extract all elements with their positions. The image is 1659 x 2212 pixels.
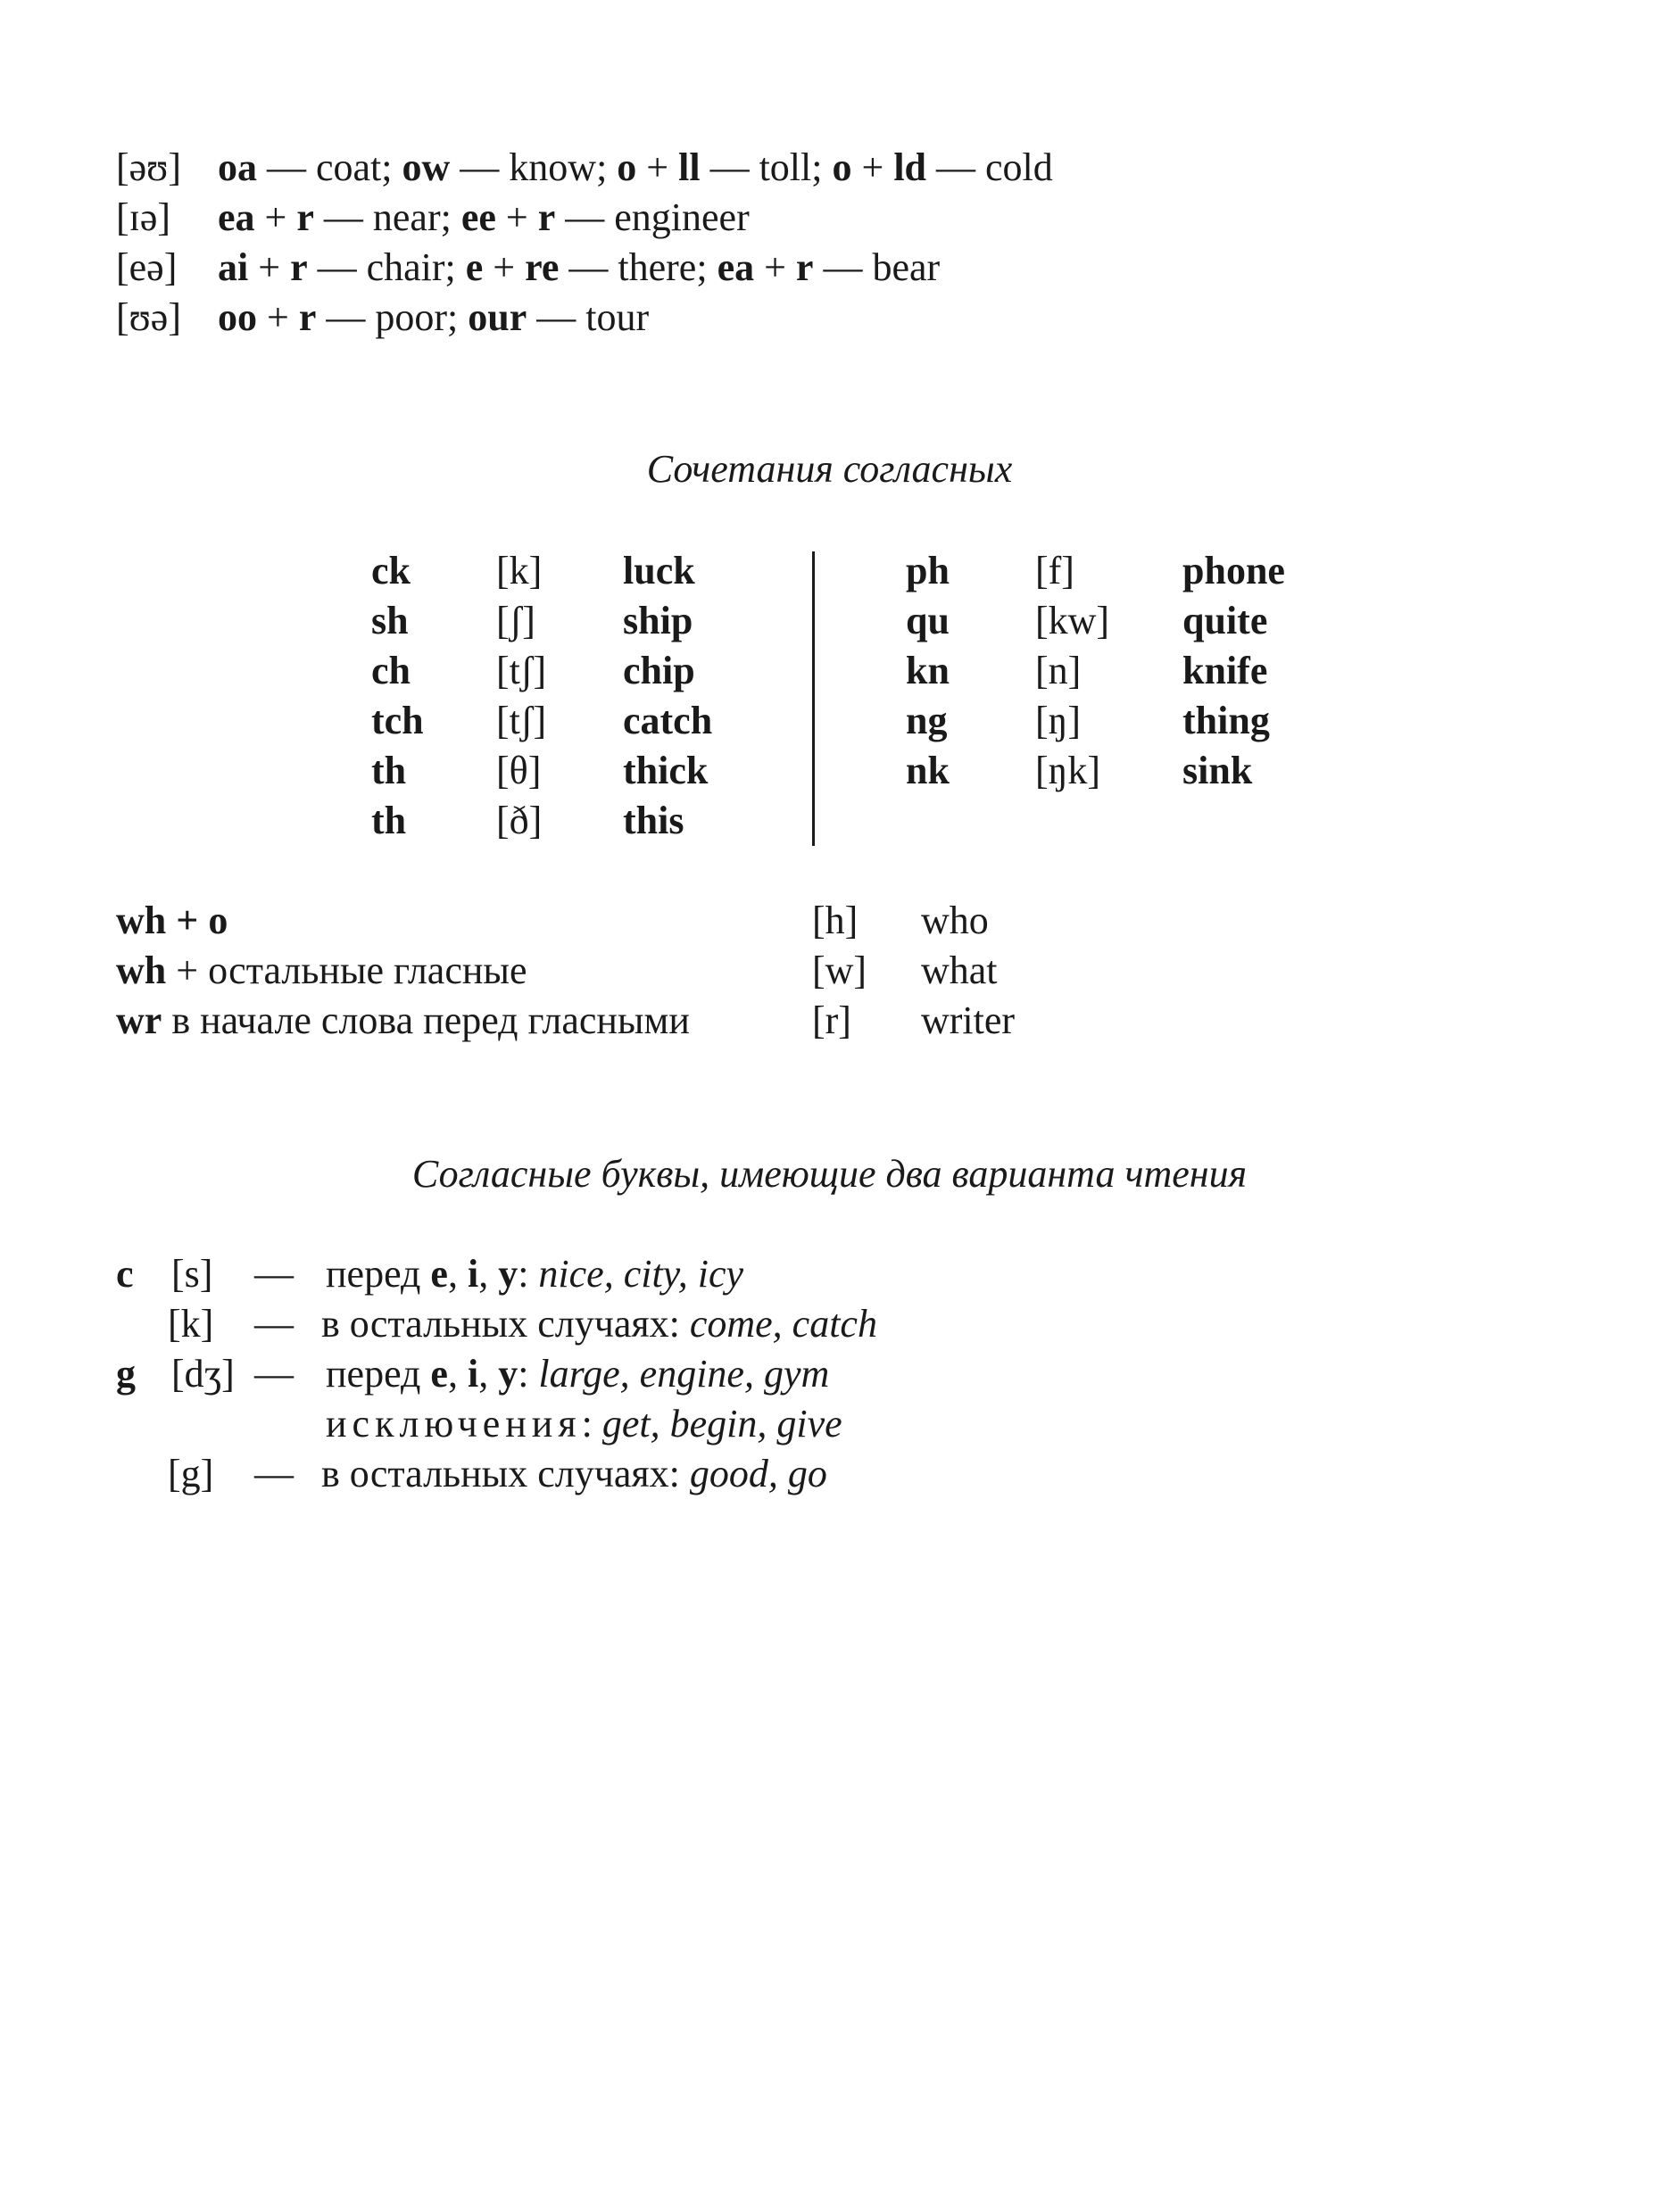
g-soft-text: перед	[326, 1352, 431, 1396]
wh-rule-example: writer	[921, 998, 1016, 1042]
g-hard-rule	[321, 1449, 827, 1499]
diphthong-ipa: [ɪə]	[116, 195, 171, 239]
consonant-example-word: phone	[1182, 549, 1285, 592]
wh-rule-example: what	[921, 949, 998, 992]
consonant-example-word: ship	[623, 599, 693, 642]
c-hard-rule	[321, 1299, 877, 1349]
consonant-ipa: [ʃ]	[496, 599, 535, 642]
c-soft-text: перед	[326, 1252, 431, 1296]
letter-c: c	[116, 1252, 134, 1296]
g-hard-ipa: [g]	[168, 1452, 214, 1495]
diphthong-rule-part: ee	[460, 195, 496, 239]
diphthong-rule-part: +	[257, 295, 299, 339]
consonant-combo: ph	[906, 549, 950, 592]
consonant-combo: qu	[906, 599, 950, 642]
consonant-ipa: [ŋ]	[1035, 699, 1082, 742]
diphthong-rule-part: ll	[678, 145, 701, 189]
two-readings-heading: Согласные буквы, имеющие два варианта чтения	[411, 1152, 1248, 1196]
diphthong-rule-part: — cold	[926, 145, 1053, 189]
diphthong-rule-part: o	[832, 145, 852, 189]
table-divider	[812, 551, 815, 846]
wh-rule-condition: + o	[166, 899, 228, 942]
c-hard-examples: come, catch	[689, 1302, 877, 1346]
diphthong-rule	[218, 293, 649, 343]
diphthong-rule-part: — engineer	[555, 195, 750, 239]
diphthong-rule-part: o	[617, 145, 637, 189]
consonant-combo: ck	[371, 549, 411, 592]
wh-rule	[116, 996, 690, 1046]
consonant-example-word: thick	[623, 749, 709, 792]
consonant-ipa: [θ]	[496, 749, 542, 792]
consonant-example-word: knife	[1182, 649, 1268, 692]
consonant-combo: tch	[371, 699, 424, 742]
consonant-example-word: luck	[623, 549, 695, 592]
diphthong-rule-part: — poor;	[316, 295, 469, 339]
consonant-ipa: [tʃ]	[496, 699, 547, 742]
wh-rule-ipa: [h]	[812, 899, 859, 942]
consonant-combo: th	[371, 799, 407, 842]
diphthong-rule-part: +	[495, 195, 538, 239]
consonant-ipa: [n]	[1035, 649, 1082, 692]
diphthong-rule-part: ea	[218, 195, 255, 239]
diphthong-ipa: [ʊə]	[116, 295, 181, 339]
consonant-combinations-heading: Сочетания согласных	[646, 447, 1013, 491]
g-soft-examples: large, engine, gym	[538, 1352, 830, 1396]
diphthong-rule-part: +	[254, 195, 297, 239]
diphthong-rule	[218, 143, 1053, 193]
diphthong-rule-part: r	[298, 295, 317, 339]
g-soft-letter-y: y	[498, 1352, 518, 1396]
wh-rule-ipa: [w]	[812, 949, 867, 992]
g-hard-examples: good, go	[689, 1452, 827, 1495]
diphthong-rule-part: ld	[893, 145, 927, 189]
diphthong-rule-part: — toll;	[700, 145, 833, 189]
diphthong-rule-part: — chair;	[307, 245, 466, 289]
wh-rule-example: who	[921, 899, 989, 942]
consonant-combo: nk	[906, 749, 950, 792]
c-soft-letter-y: y	[498, 1252, 518, 1296]
wh-rule-condition: в начале слова перед гласными	[162, 998, 690, 1042]
consonant-ipa: [ð]	[496, 799, 543, 842]
g-exceptions: исключения: get, begin, give	[326, 1402, 842, 1446]
diphthong-rule-part: +	[754, 245, 796, 289]
diphthong-rule-part: ea	[717, 245, 755, 289]
consonant-combo: sh	[371, 599, 409, 642]
g-soft-letter-i: i	[467, 1352, 479, 1396]
consonant-example-word: catch	[623, 699, 713, 742]
consonant-ipa: [ŋk]	[1035, 749, 1101, 792]
diphthong-rule-part: r	[537, 195, 556, 239]
g-soft-dash: —	[254, 1352, 294, 1396]
diphthong-rule	[218, 193, 750, 243]
consonant-example-word: sink	[1182, 749, 1253, 792]
consonant-combo: th	[371, 749, 407, 792]
c-hard-text: в остальных случаях:	[321, 1302, 690, 1346]
diphthong-rule-part: oa	[218, 145, 257, 189]
g-hard-text: в остальных случаях:	[321, 1452, 690, 1495]
exceptions-label: исключения	[326, 1402, 582, 1446]
wh-rule-letters: wr	[116, 998, 162, 1042]
consonant-ipa: [f]	[1035, 549, 1074, 592]
consonant-example-word: chip	[623, 649, 695, 692]
consonant-ipa: [kw]	[1035, 599, 1110, 642]
diphthong-rule-part: — near;	[313, 195, 461, 239]
diphthong-rule-part: our	[468, 295, 527, 339]
consonant-combo: ng	[906, 699, 948, 742]
diphthong-rule-part: — tour	[527, 295, 650, 339]
letter-g: g	[116, 1352, 136, 1396]
consonant-example-word: quite	[1182, 599, 1268, 642]
diphthong-rule-part: — there;	[559, 245, 718, 289]
diphthong-rule	[218, 243, 940, 293]
c-soft-rule: перед e, i, y: nice, city, icy	[326, 1252, 744, 1296]
g-soft-letter-e: e	[430, 1352, 448, 1396]
wh-rule-letters: wh	[116, 899, 167, 942]
diphthong-rule-part: ai	[218, 245, 249, 289]
exceptions-examples: get, begin, give	[601, 1402, 842, 1446]
diphthong-rule-part: — know;	[450, 145, 618, 189]
diphthong-rule-part: +	[636, 145, 679, 189]
diphthong-ipa: [eə]	[116, 245, 178, 289]
wh-rule-ipa: [r]	[812, 998, 851, 1042]
diphthong-rule-part: +	[851, 145, 894, 189]
diphthong-rule-part: e	[465, 245, 484, 289]
consonant-combo: kn	[906, 649, 950, 692]
consonant-combo: ch	[371, 649, 411, 692]
diphthong-rule-part: — coat;	[257, 145, 402, 189]
c-hard-ipa: [k]	[168, 1302, 214, 1346]
diphthong-rule-part: +	[248, 245, 291, 289]
diphthong-rule-part: r	[290, 245, 308, 289]
wh-rule	[116, 946, 527, 996]
g-soft-rule: перед e, i, y: large, engine, gym	[326, 1352, 830, 1396]
diphthong-ipa: [əʊ]	[116, 145, 181, 189]
wh-rule-condition: + остальные гласные	[166, 949, 527, 992]
diphthong-rule-part: — bear	[813, 245, 941, 289]
diphthong-rule-part: +	[483, 245, 526, 289]
consonant-ipa: [k]	[496, 549, 543, 592]
diphthong-rule-part: ow	[402, 145, 451, 189]
c-soft-letter-e: e	[430, 1252, 448, 1296]
c-soft-dash: —	[254, 1252, 294, 1296]
c-soft-examples: nice, city, icy	[538, 1252, 744, 1296]
consonant-example-word: this	[623, 799, 684, 842]
consonant-example-word: thing	[1182, 699, 1270, 742]
diphthong-rule-part: oo	[218, 295, 257, 339]
diphthong-rule-part: re	[525, 245, 560, 289]
wh-rule-letters: wh	[116, 949, 167, 992]
wh-rule	[116, 896, 228, 946]
g-hard-dash: —	[254, 1452, 294, 1495]
diphthong-rule-part: r	[795, 245, 814, 289]
diphthong-rule-part: r	[296, 195, 314, 239]
consonant-ipa: [tʃ]	[496, 649, 547, 692]
c-soft-ipa: [s]	[171, 1252, 213, 1296]
c-soft-letter-i: i	[467, 1252, 479, 1296]
g-soft-ipa: [dʒ]	[171, 1352, 235, 1396]
c-hard-dash: —	[254, 1302, 294, 1346]
